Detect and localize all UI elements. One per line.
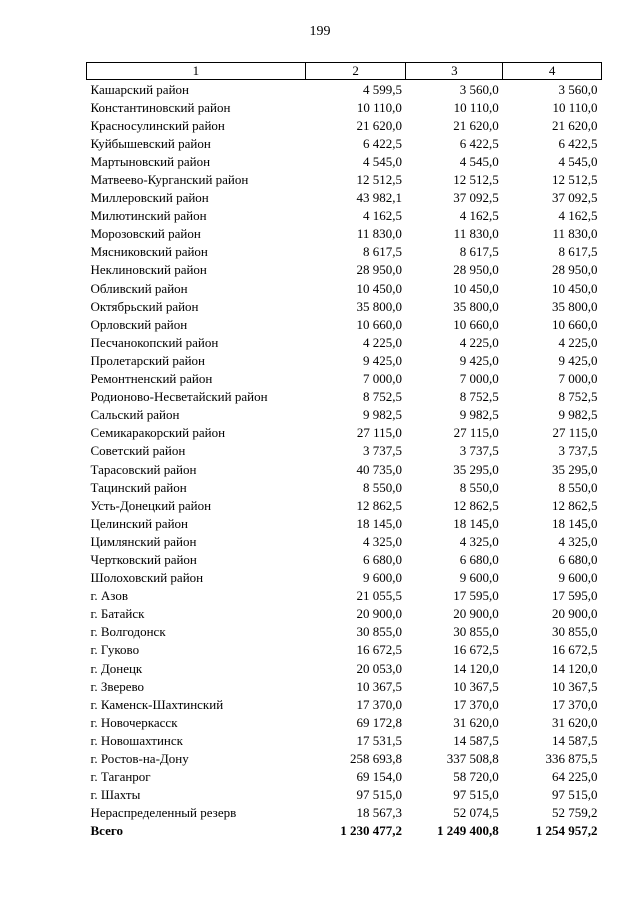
table-row	[87, 279, 602, 297]
row-label: Миллеровский район	[90, 190, 209, 206]
row-value: 9 982,5	[459, 407, 499, 423]
row-label: г. Гуково	[90, 642, 140, 658]
row-value: 10 450,0	[356, 280, 402, 296]
table-row	[87, 442, 602, 460]
row-value: 30 855,0	[356, 624, 402, 640]
row-value: 7 000,0	[558, 371, 598, 387]
row-label: Сальский район	[90, 407, 180, 423]
table-row	[87, 225, 602, 243]
row-value: 6 680,0	[558, 551, 598, 567]
row-value: 9 425,0	[558, 352, 598, 368]
row-label: Шолоховский район	[90, 570, 204, 586]
row-label: г. Волгодонск	[90, 624, 166, 640]
table-row	[87, 641, 602, 659]
table-row	[87, 116, 602, 134]
row-label: Усть-Донецкий район	[90, 497, 212, 513]
row-label: Тацинский район	[90, 479, 187, 495]
row-value: 21 620,0	[453, 117, 499, 133]
row-label: Обливский район	[90, 280, 188, 296]
row-value: 9 982,5	[558, 407, 598, 423]
row-value: 11 830,0	[356, 226, 402, 242]
row-value: 97 515,0	[453, 787, 499, 803]
row-value: 27 115,0	[552, 425, 598, 441]
table-row	[87, 351, 602, 369]
table-row	[87, 749, 602, 767]
table-row	[87, 659, 602, 677]
row-label: Песчанокопский район	[90, 334, 219, 350]
column-header: 4	[503, 63, 602, 80]
row-value: 9 425,0	[362, 352, 402, 368]
table-row	[87, 80, 602, 99]
row-value: 10 367,5	[453, 678, 499, 694]
row-value: 8 550,0	[558, 479, 598, 495]
table-row	[87, 569, 602, 587]
row-value: 9 425,0	[459, 352, 499, 368]
row-value: 8 617,5	[362, 244, 402, 260]
row-label: Нераспределенный резерв	[90, 805, 237, 821]
row-value: 14 587,5	[453, 732, 499, 748]
row-value: 3 560,0	[558, 81, 598, 97]
row-value: 6 422,5	[362, 135, 402, 151]
table-row	[87, 786, 602, 804]
row-value: 7 000,0	[459, 371, 499, 387]
table-row	[87, 243, 602, 261]
row-label: г. Донецк	[90, 660, 143, 676]
table-row	[87, 532, 602, 550]
row-value: 35 800,0	[453, 298, 499, 314]
row-value: 10 367,5	[356, 678, 402, 694]
row-value: 18 145,0	[453, 515, 499, 531]
row-label: Матвеево-Курганский район	[90, 172, 249, 188]
row-value: 11 830,0	[453, 226, 499, 242]
row-value: 28 950,0	[356, 262, 402, 278]
row-value: 1 230 477,2	[340, 823, 402, 839]
row-label: г. Новочеркасск	[90, 714, 178, 730]
table-row	[87, 207, 602, 225]
row-value: 35 800,0	[552, 298, 598, 314]
table-row	[87, 315, 602, 333]
table-row	[87, 98, 602, 116]
row-value: 4 162,5	[459, 208, 499, 224]
row-value: 9 600,0	[459, 570, 499, 586]
row-label: Константиновский район	[90, 99, 231, 115]
table-row	[87, 297, 602, 315]
table-row	[87, 333, 602, 351]
table-row	[87, 261, 602, 279]
row-value: 10 450,0	[453, 280, 499, 296]
table-row	[87, 623, 602, 641]
row-value: 43 982,1	[356, 190, 402, 206]
row-value: 6 680,0	[459, 551, 499, 567]
row-value: 6 422,5	[459, 135, 499, 151]
row-value: 10 450,0	[552, 280, 598, 296]
row-value: 21 055,5	[356, 588, 402, 604]
row-value: 3 737,5	[558, 443, 598, 459]
row-value: 17 370,0	[453, 696, 499, 712]
row-value: 14 120,0	[552, 660, 598, 676]
row-value: 12 862,5	[453, 497, 499, 513]
table-row	[87, 496, 602, 514]
row-label: Чертковский район	[90, 551, 197, 567]
row-label: г. Батайск	[90, 606, 145, 622]
row-value: 10 660,0	[453, 316, 499, 332]
row-label: Мясниковский район	[90, 244, 208, 260]
row-value: 31 620,0	[552, 714, 598, 730]
table-row	[87, 587, 602, 605]
row-value: 12 512,5	[356, 172, 402, 188]
row-value: 28 950,0	[552, 262, 598, 278]
row-value: 64 225,0	[552, 769, 598, 785]
row-value: 37 092,5	[552, 190, 598, 206]
row-label: Пролетарский район	[90, 352, 206, 368]
row-value: 336 875,5	[545, 751, 598, 767]
row-value: 35 295,0	[453, 461, 499, 477]
row-label: Всего	[90, 823, 123, 839]
row-label: г. Новошахтинск	[90, 732, 183, 748]
row-value: 28 950,0	[453, 262, 499, 278]
row-value: 20 053,0	[356, 660, 402, 676]
table-row	[87, 406, 602, 424]
row-value: 20 900,0	[453, 606, 499, 622]
row-value: 27 115,0	[453, 425, 499, 441]
row-label: Куйбышевский район	[90, 135, 211, 151]
row-value: 258 693,8	[349, 751, 402, 767]
table-row	[87, 695, 602, 713]
row-value: 20 900,0	[356, 606, 402, 622]
row-label: Орловский район	[90, 316, 188, 332]
total-row	[87, 822, 602, 840]
row-value: 17 595,0	[453, 588, 499, 604]
row-value: 10 110,0	[356, 99, 402, 115]
table-row	[87, 460, 602, 478]
row-value: 14 587,5	[552, 732, 598, 748]
table-row	[87, 478, 602, 496]
row-value: 10 660,0	[356, 316, 402, 332]
row-label: г. Ростов-на-Дону	[90, 751, 189, 767]
row-value: 58 720,0	[453, 769, 499, 785]
row-value: 10 110,0	[552, 99, 598, 115]
row-label: Советский район	[90, 443, 186, 459]
row-value: 3 737,5	[362, 443, 402, 459]
row-value: 12 512,5	[453, 172, 499, 188]
table-body	[87, 80, 602, 840]
row-value: 4 162,5	[558, 208, 598, 224]
row-value: 8 550,0	[459, 479, 499, 495]
row-value: 3 560,0	[459, 81, 499, 97]
row-value: 17 370,0	[356, 696, 402, 712]
row-value: 4 162,5	[362, 208, 402, 224]
row-value: 17 531,5	[356, 732, 402, 748]
row-value: 10 110,0	[453, 99, 499, 115]
row-value: 4 545,0	[362, 153, 402, 169]
row-label: Милютинский район	[90, 208, 207, 224]
row-value: 52 759,2	[552, 805, 598, 821]
row-value: 37 092,5	[453, 190, 499, 206]
table-row	[87, 388, 602, 406]
table-row	[87, 152, 602, 170]
row-value: 9 982,5	[362, 407, 402, 423]
row-label: Целинский район	[90, 515, 188, 531]
table-row	[87, 370, 602, 388]
row-value: 4 225,0	[362, 334, 402, 350]
row-label: г. Каменск-Шахтинский	[90, 696, 224, 712]
row-value: 16 672,5	[356, 642, 402, 658]
budget-table	[86, 62, 602, 840]
row-label: Цимлянский район	[90, 533, 197, 549]
row-value: 27 115,0	[356, 425, 402, 441]
row-value: 4 225,0	[459, 334, 499, 350]
row-label: Морозовский район	[90, 226, 201, 242]
row-label: Неклиновский район	[90, 262, 207, 278]
row-value: 21 620,0	[552, 117, 598, 133]
row-label: Кашарский район	[90, 81, 189, 97]
table-row	[87, 134, 602, 152]
row-value: 16 672,5	[453, 642, 499, 658]
row-value: 30 855,0	[552, 624, 598, 640]
row-label: Тарасовский район	[90, 461, 197, 477]
row-value: 12 512,5	[552, 172, 598, 188]
row-label: Ремонтненский район	[90, 371, 213, 387]
row-value: 4 545,0	[459, 153, 499, 169]
row-value: 4 325,0	[558, 533, 598, 549]
row-value: 18 145,0	[356, 515, 402, 531]
row-value: 10 367,5	[552, 678, 598, 694]
row-value: 8 752,5	[362, 389, 402, 405]
table-row	[87, 189, 602, 207]
table-row	[87, 804, 602, 822]
table-row	[87, 768, 602, 786]
row-value: 4 325,0	[459, 533, 499, 549]
row-value: 18 567,3	[356, 805, 402, 821]
row-value: 97 515,0	[356, 787, 402, 803]
page-number: 199	[309, 24, 331, 39]
row-value: 3 737,5	[459, 443, 499, 459]
table-row	[87, 605, 602, 623]
row-label: г. Азов	[90, 588, 128, 604]
column-header: 1	[87, 63, 306, 80]
row-value: 21 620,0	[356, 117, 402, 133]
table-row	[87, 514, 602, 532]
row-value: 17 595,0	[552, 588, 598, 604]
row-value: 9 600,0	[558, 570, 598, 586]
table-row	[87, 170, 602, 188]
row-value: 7 000,0	[362, 371, 402, 387]
row-value: 1 249 400,8	[436, 823, 499, 839]
row-value: 11 830,0	[552, 226, 598, 242]
table-row	[87, 424, 602, 442]
row-label: Красносулинский район	[90, 117, 225, 133]
table-header-row	[87, 63, 602, 80]
row-value: 4 325,0	[362, 533, 402, 549]
row-value: 1 254 957,2	[535, 823, 598, 839]
table-row	[87, 731, 602, 749]
row-value: 8 617,5	[459, 244, 499, 260]
row-value: 12 862,5	[356, 497, 402, 513]
row-value: 6 680,0	[362, 551, 402, 567]
row-value: 17 370,0	[552, 696, 598, 712]
row-label: Родионово-Несветайский район	[90, 389, 268, 405]
row-value: 8 617,5	[558, 244, 598, 260]
row-value: 97 515,0	[552, 787, 598, 803]
row-value: 4 599,5	[362, 81, 402, 97]
row-value: 8 752,5	[558, 389, 598, 405]
column-header: 2	[305, 63, 406, 80]
row-label: Октябрьский район	[90, 298, 199, 314]
row-value: 69 172,8	[356, 714, 402, 730]
row-value: 20 900,0	[552, 606, 598, 622]
row-value: 9 600,0	[362, 570, 402, 586]
row-value: 337 508,8	[446, 751, 499, 767]
row-value: 35 800,0	[356, 298, 402, 314]
column-header: 3	[406, 63, 503, 80]
row-label: Семикаракорский район	[90, 425, 226, 441]
row-value: 12 862,5	[552, 497, 598, 513]
row-value: 8 550,0	[362, 479, 402, 495]
row-value: 8 752,5	[459, 389, 499, 405]
row-value: 35 295,0	[552, 461, 598, 477]
table-row	[87, 713, 602, 731]
row-value: 6 422,5	[558, 135, 598, 151]
row-value: 4 545,0	[558, 153, 598, 169]
row-value: 18 145,0	[552, 515, 598, 531]
row-value: 40 735,0	[356, 461, 402, 477]
row-value: 4 225,0	[558, 334, 598, 350]
row-value: 52 074,5	[453, 805, 499, 821]
row-value: 10 660,0	[552, 316, 598, 332]
row-value: 14 120,0	[453, 660, 499, 676]
row-value: 16 672,5	[552, 642, 598, 658]
row-value: 31 620,0	[453, 714, 499, 730]
table-row	[87, 677, 602, 695]
row-label: Мартыновский район	[90, 153, 211, 169]
row-label: г. Зверево	[90, 678, 145, 694]
row-label: г. Шахты	[90, 787, 141, 803]
row-value: 30 855,0	[453, 624, 499, 640]
row-label: г. Таганрог	[90, 769, 151, 785]
table-row	[87, 550, 602, 568]
row-value: 69 154,0	[356, 769, 402, 785]
